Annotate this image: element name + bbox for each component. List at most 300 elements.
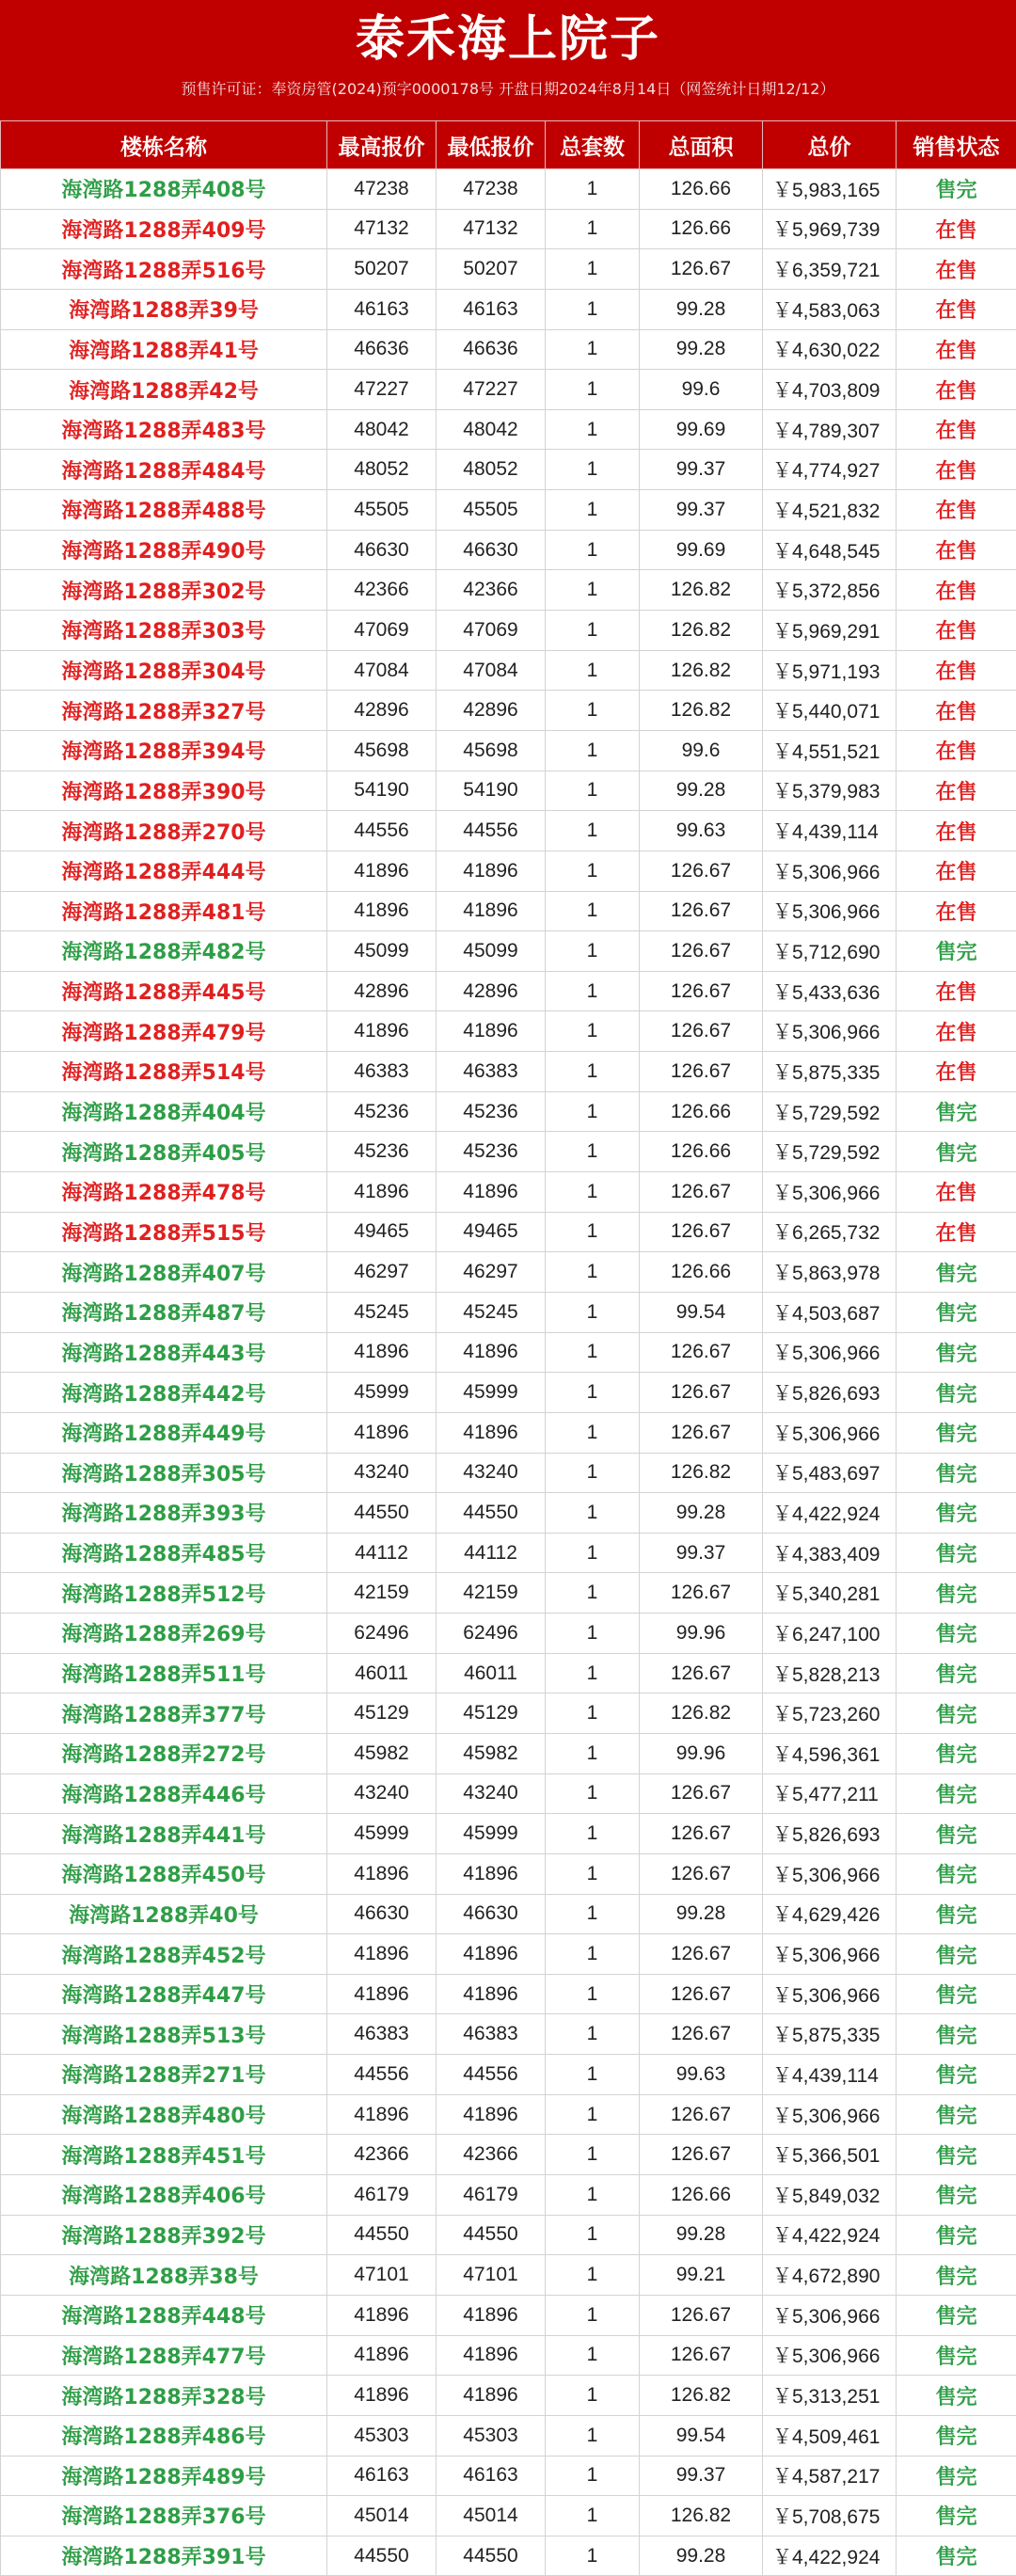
max-price-cell: 45698 <box>327 730 437 771</box>
max-price-cell: 44556 <box>327 2055 437 2095</box>
total-area-cell: 126.67 <box>640 1332 763 1373</box>
table-row <box>1 2295 1016 2335</box>
total-area-cell: 126.67 <box>640 1212 763 1252</box>
col-header-unit-count: 总套数 <box>546 121 640 169</box>
table-row <box>1 490 1016 531</box>
table-row <box>1 570 1016 611</box>
total-price-cell: ￥5,983,165 <box>763 169 897 210</box>
building-name-cell: 海湾路1288弄391号 <box>1 2536 327 2576</box>
building-name-cell: 海湾路1288弄487号 <box>1 1292 327 1332</box>
table-row <box>1 2175 1016 2216</box>
table-row <box>1 2536 1016 2576</box>
min-price-cell: 45982 <box>437 1733 546 1773</box>
table-row <box>1 811 1016 851</box>
table-row <box>1 1733 1016 1773</box>
max-price-cell: 41896 <box>327 1934 437 1975</box>
col-header-total-area: 总面积 <box>640 121 763 169</box>
building-name-cell: 海湾路1288弄452号 <box>1 1934 327 1975</box>
total-price-cell: ￥5,306,966 <box>763 1332 897 1373</box>
building-name-cell: 海湾路1288弄42号 <box>1 370 327 410</box>
unit-count-cell: 1 <box>546 771 640 811</box>
min-price-cell: 48042 <box>437 409 546 450</box>
total-area-cell: 126.66 <box>640 1091 763 1132</box>
total-price-cell: ￥4,596,361 <box>763 1733 897 1773</box>
max-price-cell: 45999 <box>327 1373 437 1413</box>
sales-status-cell: 售完 <box>897 2456 1016 2496</box>
total-price-cell: ￥5,849,032 <box>763 2175 897 2216</box>
total-price-cell: ￥5,340,281 <box>763 1573 897 1614</box>
max-price-cell: 42896 <box>327 691 437 731</box>
total-price-cell: ￥6,359,721 <box>763 249 897 290</box>
total-price-cell: ￥5,366,501 <box>763 2135 897 2175</box>
sales-status-cell: 售完 <box>897 1533 1016 1573</box>
building-name-cell: 海湾路1288弄328号 <box>1 2376 327 2416</box>
max-price-cell: 42159 <box>327 1573 437 1614</box>
total-price-cell: ￥4,503,687 <box>763 1292 897 1332</box>
unit-count-cell: 1 <box>546 1853 640 1894</box>
building-name-cell: 海湾路1288弄405号 <box>1 1132 327 1172</box>
sales-status-cell: 售完 <box>897 2295 1016 2335</box>
sales-status-cell: 售完 <box>897 2175 1016 2216</box>
max-price-cell: 46179 <box>327 2175 437 2216</box>
total-area-cell: 99.96 <box>640 1614 763 1654</box>
table-row <box>1 2135 1016 2175</box>
min-price-cell: 46163 <box>437 289 546 329</box>
unit-count-cell: 1 <box>546 2335 640 2376</box>
total-price-cell: ￥4,383,409 <box>763 1533 897 1573</box>
table-row <box>1 2376 1016 2416</box>
min-price-cell: 41896 <box>437 1974 546 2014</box>
total-area-cell: 99.28 <box>640 771 763 811</box>
building-name-cell: 海湾路1288弄485号 <box>1 1533 327 1573</box>
building-name-cell: 海湾路1288弄451号 <box>1 2135 327 2175</box>
total-price-cell: ￥6,265,732 <box>763 1212 897 1252</box>
total-price-cell: ￥5,306,966 <box>763 1853 897 1894</box>
table-row <box>1 2055 1016 2095</box>
sales-status-cell: 售完 <box>897 1453 1016 1493</box>
max-price-cell: 45236 <box>327 1132 437 1172</box>
building-name-cell: 海湾路1288弄511号 <box>1 1653 327 1693</box>
total-area-cell: 99.37 <box>640 2456 763 2496</box>
min-price-cell: 46383 <box>437 1052 546 1092</box>
table-row <box>1 1573 1016 1614</box>
sales-status-cell: 售完 <box>897 2135 1016 2175</box>
max-price-cell: 43240 <box>327 1453 437 1493</box>
total-area-cell: 99.6 <box>640 370 763 410</box>
min-price-cell: 46630 <box>437 1894 546 1934</box>
unit-count-cell: 1 <box>546 1332 640 1373</box>
building-name-cell: 海湾路1288弄303号 <box>1 611 327 651</box>
total-area-cell: 99.37 <box>640 490 763 531</box>
sales-status-cell: 售完 <box>897 1132 1016 1172</box>
table-row <box>1 1052 1016 1092</box>
sales-status-cell: 在售 <box>897 1052 1016 1092</box>
table-row <box>1 370 1016 410</box>
sales-status-cell: 在售 <box>897 1212 1016 1252</box>
table-row <box>1 931 1016 972</box>
max-price-cell: 45999 <box>327 1814 437 1854</box>
building-name-cell: 海湾路1288弄327号 <box>1 691 327 731</box>
total-area-cell: 126.67 <box>640 1974 763 2014</box>
total-price-cell: ￥5,379,983 <box>763 771 897 811</box>
col-header-max-price: 最高报价 <box>327 121 437 169</box>
sales-status-cell: 售完 <box>897 2094 1016 2135</box>
building-name-cell: 海湾路1288弄443号 <box>1 1332 327 1373</box>
table-row <box>1 730 1016 771</box>
max-price-cell: 45236 <box>327 1091 437 1132</box>
sales-status-cell: 售完 <box>897 1373 1016 1413</box>
building-name-cell: 海湾路1288弄514号 <box>1 1052 327 1092</box>
min-price-cell: 47069 <box>437 611 546 651</box>
max-price-cell: 41896 <box>327 2376 437 2416</box>
sales-status-cell: 在售 <box>897 1172 1016 1213</box>
sales-status-cell: 在售 <box>897 409 1016 450</box>
max-price-cell: 45129 <box>327 1693 437 1734</box>
total-area-cell: 126.66 <box>640 169 763 210</box>
total-area-cell: 99.28 <box>640 2536 763 2576</box>
max-price-cell: 41896 <box>327 851 437 891</box>
unit-count-cell: 1 <box>546 2496 640 2536</box>
unit-count-cell: 1 <box>546 1212 640 1252</box>
total-area-cell: 126.67 <box>640 1052 763 1092</box>
total-area-cell: 126.67 <box>640 851 763 891</box>
unit-count-cell: 1 <box>546 329 640 370</box>
table-row <box>1 169 1016 210</box>
total-area-cell: 99.63 <box>640 2055 763 2095</box>
min-price-cell: 41896 <box>437 851 546 891</box>
total-area-cell: 126.67 <box>640 1934 763 1975</box>
sales-status-cell: 售完 <box>897 1614 1016 1654</box>
building-name-cell: 海湾路1288弄448号 <box>1 2295 327 2335</box>
total-price-cell: ￥5,306,966 <box>763 1934 897 1975</box>
max-price-cell: 50207 <box>327 249 437 290</box>
total-price-cell: ￥5,306,966 <box>763 1172 897 1213</box>
total-area-cell: 99.21 <box>640 2255 763 2296</box>
building-name-cell: 海湾路1288弄404号 <box>1 1091 327 1132</box>
total-price-cell: ￥5,372,856 <box>763 570 897 611</box>
building-name-cell: 海湾路1288弄512号 <box>1 1573 327 1614</box>
building-name-cell: 海湾路1288弄304号 <box>1 650 327 691</box>
page-title: 泰禾海上院子 <box>0 0 1016 64</box>
unit-count-cell: 1 <box>546 289 640 329</box>
min-price-cell: 41896 <box>437 1412 546 1453</box>
table-row <box>1 691 1016 731</box>
building-name-cell: 海湾路1288弄270号 <box>1 811 327 851</box>
table-row <box>1 1934 1016 1975</box>
table-row <box>1 1212 1016 1252</box>
total-price-cell: ￥4,629,426 <box>763 1894 897 1934</box>
unit-count-cell: 1 <box>546 611 640 651</box>
building-name-cell: 海湾路1288弄441号 <box>1 1814 327 1854</box>
total-area-cell: 126.67 <box>640 2335 763 2376</box>
sales-status-cell: 在售 <box>897 249 1016 290</box>
total-price-cell: ￥5,477,211 <box>763 1773 897 1814</box>
building-name-cell: 海湾路1288弄478号 <box>1 1172 327 1213</box>
min-price-cell: 42159 <box>437 1573 546 1614</box>
max-price-cell: 45014 <box>327 2496 437 2536</box>
unit-count-cell: 1 <box>546 1814 640 1854</box>
sales-status-cell: 在售 <box>897 450 1016 490</box>
unit-count-cell: 1 <box>546 1733 640 1773</box>
unit-count-cell: 1 <box>546 1292 640 1332</box>
total-area-cell: 99.54 <box>640 2415 763 2456</box>
table-row <box>1 1974 1016 2014</box>
min-price-cell: 50207 <box>437 249 546 290</box>
total-price-cell: ￥5,483,697 <box>763 1453 897 1493</box>
sales-status-cell: 售完 <box>897 2415 1016 2456</box>
total-area-cell: 126.82 <box>640 570 763 611</box>
total-area-cell: 126.67 <box>640 2135 763 2175</box>
sales-status-cell: 在售 <box>897 370 1016 410</box>
table-row <box>1 1773 1016 1814</box>
total-area-cell: 126.67 <box>640 1814 763 1854</box>
unit-count-cell: 1 <box>546 1894 640 1934</box>
building-name-cell: 海湾路1288弄38号 <box>1 2255 327 2296</box>
min-price-cell: 41896 <box>437 891 546 931</box>
min-price-cell: 45999 <box>437 1373 546 1413</box>
min-price-cell: 41896 <box>437 2335 546 2376</box>
min-price-cell: 44550 <box>437 2536 546 2576</box>
total-area-cell: 99.54 <box>640 1292 763 1332</box>
sales-status-cell: 售完 <box>897 1412 1016 1453</box>
table-row <box>1 2456 1016 2496</box>
min-price-cell: 45505 <box>437 490 546 531</box>
table-row <box>1 771 1016 811</box>
sales-status-cell: 售完 <box>897 931 1016 972</box>
sales-status-cell: 在售 <box>897 570 1016 611</box>
sales-status-cell: 售完 <box>897 1814 1016 1854</box>
unit-count-cell: 1 <box>546 1453 640 1493</box>
min-price-cell: 46297 <box>437 1252 546 1293</box>
table-row <box>1 1693 1016 1734</box>
sales-status-cell: 售完 <box>897 1091 1016 1132</box>
table-row <box>1 1653 1016 1693</box>
total-price-cell: ￥4,587,217 <box>763 2456 897 2496</box>
unit-count-cell: 1 <box>546 2215 640 2255</box>
sales-status-cell: 在售 <box>897 771 1016 811</box>
unit-count-cell: 1 <box>546 2094 640 2135</box>
min-price-cell: 45245 <box>437 1292 546 1332</box>
building-name-cell: 海湾路1288弄305号 <box>1 1453 327 1493</box>
sales-status-cell: 在售 <box>897 891 1016 931</box>
total-area-cell: 126.82 <box>640 2376 763 2416</box>
min-price-cell: 47238 <box>437 169 546 210</box>
building-name-cell: 海湾路1288弄269号 <box>1 1614 327 1654</box>
max-price-cell: 45982 <box>327 1733 437 1773</box>
min-price-cell: 41896 <box>437 1172 546 1213</box>
total-area-cell: 99.28 <box>640 329 763 370</box>
sales-status-cell: 在售 <box>897 1011 1016 1052</box>
unit-count-cell: 1 <box>546 1573 640 1614</box>
unit-count-cell: 1 <box>546 1132 640 1172</box>
max-price-cell: 41896 <box>327 1332 437 1373</box>
total-area-cell: 126.67 <box>640 1172 763 1213</box>
unit-count-cell: 1 <box>546 1493 640 1534</box>
min-price-cell: 41896 <box>437 1934 546 1975</box>
max-price-cell: 48052 <box>327 450 437 490</box>
max-price-cell: 62496 <box>327 1614 437 1654</box>
total-price-cell: ￥5,729,592 <box>763 1132 897 1172</box>
max-price-cell: 47227 <box>327 370 437 410</box>
table-row <box>1 289 1016 329</box>
max-price-cell: 49465 <box>327 1212 437 1252</box>
min-price-cell: 46383 <box>437 2014 546 2055</box>
min-price-cell: 54190 <box>437 771 546 811</box>
building-name-cell: 海湾路1288弄393号 <box>1 1493 327 1534</box>
max-price-cell: 41896 <box>327 2295 437 2335</box>
total-area-cell: 126.67 <box>640 1653 763 1693</box>
building-name-cell: 海湾路1288弄486号 <box>1 2415 327 2456</box>
min-price-cell: 45698 <box>437 730 546 771</box>
unit-count-cell: 1 <box>546 1373 640 1413</box>
max-price-cell: 47069 <box>327 611 437 651</box>
total-area-cell: 126.66 <box>640 2175 763 2216</box>
min-price-cell: 47101 <box>437 2255 546 2296</box>
total-area-cell: 99.37 <box>640 1533 763 1573</box>
building-name-cell: 海湾路1288弄271号 <box>1 2055 327 2095</box>
min-price-cell: 45236 <box>437 1132 546 1172</box>
total-price-cell: ￥5,971,193 <box>763 650 897 691</box>
table-row <box>1 329 1016 370</box>
unit-count-cell: 1 <box>546 490 640 531</box>
building-name-cell: 海湾路1288弄408号 <box>1 169 327 210</box>
table-row <box>1 2496 1016 2536</box>
building-name-cell: 海湾路1288弄483号 <box>1 409 327 450</box>
total-area-cell: 126.67 <box>640 2295 763 2335</box>
building-name-cell: 海湾路1288弄449号 <box>1 1412 327 1453</box>
max-price-cell: 44556 <box>327 811 437 851</box>
building-name-cell: 海湾路1288弄515号 <box>1 1212 327 1252</box>
sales-status-cell: 售完 <box>897 1292 1016 1332</box>
total-price-cell: ￥5,306,966 <box>763 891 897 931</box>
col-header-total-price: 总价 <box>763 121 897 169</box>
unit-count-cell: 1 <box>546 1172 640 1213</box>
table-row <box>1 2215 1016 2255</box>
total-area-cell: 126.82 <box>640 1693 763 1734</box>
unit-count-cell: 1 <box>546 1011 640 1052</box>
sales-status-cell: 售完 <box>897 2376 1016 2416</box>
sales-status-cell: 在售 <box>897 289 1016 329</box>
total-area-cell: 99.69 <box>640 530 763 570</box>
page-subtitle: 预售许可证：奉资房管(2024)预字0000178号 开盘日期2024年8月14日（网签统计日期12/12） <box>0 77 1016 99</box>
unit-count-cell: 1 <box>546 2175 640 2216</box>
building-name-cell: 海湾路1288弄484号 <box>1 450 327 490</box>
min-price-cell: 46636 <box>437 329 546 370</box>
table-row <box>1 971 1016 1011</box>
min-price-cell: 42896 <box>437 691 546 731</box>
total-price-cell: ￥4,774,927 <box>763 450 897 490</box>
sales-status-cell: 售完 <box>897 1653 1016 1693</box>
table-row <box>1 1533 1016 1573</box>
total-area-cell: 99.96 <box>640 1733 763 1773</box>
table-row <box>1 1894 1016 1934</box>
unit-count-cell: 1 <box>546 1052 640 1092</box>
total-area-cell: 126.67 <box>640 1853 763 1894</box>
unit-count-cell: 1 <box>546 691 640 731</box>
total-area-cell: 126.67 <box>640 249 763 290</box>
sales-status-cell: 售完 <box>897 1853 1016 1894</box>
min-price-cell: 47084 <box>437 650 546 691</box>
sales-status-cell: 在售 <box>897 811 1016 851</box>
unit-count-cell: 1 <box>546 2536 640 2576</box>
total-area-cell: 126.67 <box>640 1373 763 1413</box>
sales-status-cell: 在售 <box>897 611 1016 651</box>
total-area-cell: 126.82 <box>640 1453 763 1493</box>
total-price-cell: ￥4,521,832 <box>763 490 897 531</box>
table-row <box>1 209 1016 249</box>
total-area-cell: 99.28 <box>640 1493 763 1534</box>
total-area-cell: 126.66 <box>640 209 763 249</box>
table-row <box>1 1132 1016 1172</box>
total-price-cell: ￥5,863,978 <box>763 1252 897 1293</box>
min-price-cell: 49465 <box>437 1212 546 1252</box>
building-name-cell: 海湾路1288弄40号 <box>1 1894 327 1934</box>
unit-count-cell: 1 <box>546 1934 640 1975</box>
building-name-cell: 海湾路1288弄516号 <box>1 249 327 290</box>
max-price-cell: 42366 <box>327 2135 437 2175</box>
unit-count-cell: 1 <box>546 2055 640 2095</box>
total-price-cell: ￥5,729,592 <box>763 1091 897 1132</box>
max-price-cell: 41896 <box>327 1853 437 1894</box>
unit-count-cell: 1 <box>546 249 640 290</box>
sales-status-cell: 售完 <box>897 2055 1016 2095</box>
sales-status-cell: 在售 <box>897 490 1016 531</box>
sales-status-cell: 在售 <box>897 730 1016 771</box>
unit-count-cell: 1 <box>546 570 640 611</box>
table-row <box>1 450 1016 490</box>
building-name-cell: 海湾路1288弄392号 <box>1 2215 327 2255</box>
building-name-cell: 海湾路1288弄377号 <box>1 1693 327 1734</box>
total-price-cell: ￥6,247,100 <box>763 1614 897 1654</box>
building-name-cell: 海湾路1288弄477号 <box>1 2335 327 2376</box>
table-row <box>1 1252 1016 1293</box>
total-price-cell: ￥5,875,335 <box>763 1052 897 1092</box>
unit-count-cell: 1 <box>546 730 640 771</box>
total-area-cell: 126.67 <box>640 1573 763 1614</box>
max-price-cell: 41896 <box>327 1412 437 1453</box>
table-row <box>1 2335 1016 2376</box>
total-price-cell: ￥5,708,675 <box>763 2496 897 2536</box>
sales-status-cell: 售完 <box>897 2215 1016 2255</box>
building-name-cell: 海湾路1288弄272号 <box>1 1733 327 1773</box>
building-name-cell: 海湾路1288弄480号 <box>1 2094 327 2135</box>
max-price-cell: 47101 <box>327 2255 437 2296</box>
unit-count-cell: 1 <box>546 971 640 1011</box>
sales-status-cell: 在售 <box>897 851 1016 891</box>
min-price-cell: 42366 <box>437 570 546 611</box>
table-row <box>1 1091 1016 1132</box>
table-row <box>1 1853 1016 1894</box>
table-row <box>1 1373 1016 1413</box>
total-area-cell: 126.82 <box>640 611 763 651</box>
total-area-cell: 126.67 <box>640 2094 763 2135</box>
min-price-cell: 41896 <box>437 1332 546 1373</box>
min-price-cell: 44556 <box>437 2055 546 2095</box>
unit-count-cell: 1 <box>546 931 640 972</box>
max-price-cell: 46297 <box>327 1252 437 1293</box>
sales-status-cell: 售完 <box>897 1773 1016 1814</box>
max-price-cell: 45303 <box>327 2415 437 2456</box>
unit-count-cell: 1 <box>546 2376 640 2416</box>
total-price-cell: ￥5,306,966 <box>763 2335 897 2376</box>
sales-status-cell: 售完 <box>897 2496 1016 2536</box>
building-name-cell: 海湾路1288弄409号 <box>1 209 327 249</box>
total-price-cell: ￥4,703,809 <box>763 370 897 410</box>
total-area-cell: 99.69 <box>640 409 763 450</box>
total-price-cell: ￥5,826,693 <box>763 1373 897 1413</box>
max-price-cell: 41896 <box>327 1011 437 1052</box>
max-price-cell: 46636 <box>327 329 437 370</box>
